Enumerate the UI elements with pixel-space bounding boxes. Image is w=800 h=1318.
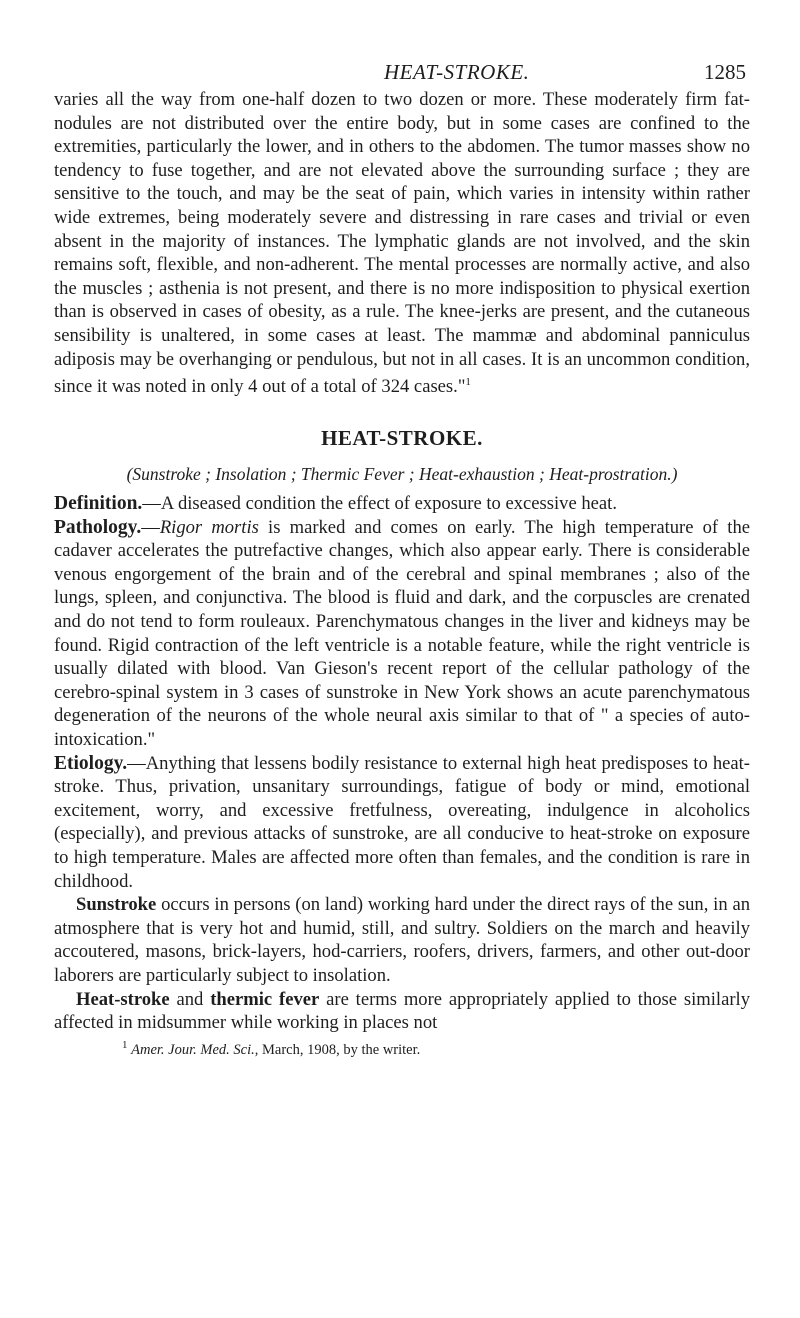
footnote-journal: Amer. Jour. Med. Sci. bbox=[131, 1041, 255, 1058]
continuation-paragraph bbox=[54, 88, 750, 399]
definition-text: —A diseased condition the effect of exposure to excessive heat. bbox=[142, 493, 617, 515]
footnote bbox=[122, 1036, 750, 1059]
section-synonyms: (Sunstroke ; Insolation ; Thermic Fever ; Heat-exhaustion ; Heat-prostration.) bbox=[126, 463, 678, 484]
etiology-text: —Anything that lessens bodily resistance to external high heat predisposes to heat-stroke. Thus, privation, unsanitary surroundings, fatigue of body or mind, emotional excitement, worry, and excessive fretfulness, overeating, indulgence in alcoholics (especially), and previous attacks of sunstroke, are all conducive to heat-stroke on exposure to high temperature. Males are affected more often than females, and the condition is rare in childhood. bbox=[54, 752, 750, 892]
footnote-rest: , March, 1908, by the writer. bbox=[254, 1041, 421, 1058]
heatstroke-text: are terms more appropriately applied to those similarly affected in midsummer while working in places not bbox=[54, 988, 750, 1034]
body-text bbox=[54, 88, 750, 1059]
thermic-fever-term: thermic fever bbox=[210, 988, 320, 1010]
pathology-lead: — bbox=[141, 516, 160, 538]
pathology-paragraph bbox=[54, 516, 750, 752]
heatstroke-term: Heat-stroke bbox=[76, 988, 170, 1010]
pathology-text: is marked and comes on early. The high temperature of the cadaver accelerates the putrefactive changes, which also appear early. There is considerable venous engorgement of the brain and of the cerebral and spinal membranes ; also of the lungs, spleen, and conjunctiva. The blood is fluid and dark, and the corpuscles are crenated and do not tend to form rouleaux. Parenchymatous changes in the liver and kidneys may be found. Rigid contraction of the left ventricle is a notable feature, while the right ventricle is usually dilated with blood. Van Gieson's recent report of the cellular pathology of the cerebro-spinal system in 3 cases of sunstroke in New York shows an acute parenchymatous degeneration of the neurons of the whole neural axis similar to that of " a species of auto-intoxication." bbox=[54, 516, 751, 751]
footnote-marker: 1 bbox=[122, 1038, 128, 1051]
page-number: 1285 bbox=[704, 60, 746, 84]
etiology-paragraph bbox=[54, 752, 750, 894]
footnote-ref: 1 bbox=[465, 376, 471, 389]
etiology-term: Etiology. bbox=[54, 752, 128, 774]
definition-term: Definition. bbox=[54, 493, 143, 515]
pathology-term: Pathology. bbox=[54, 516, 142, 538]
sunstroke-term: Sunstroke bbox=[76, 894, 157, 916]
definition-paragraph bbox=[54, 492, 750, 516]
section-heading: HEAT-STROKE. bbox=[321, 425, 483, 450]
heatstroke-paragraph bbox=[54, 988, 750, 1035]
sunstroke-text: occurs in persons (on land) working hard under the direct rays of the sun, in an atmosphere that is very hot and humid, still, and sultry. Soldiers on the march and heavily accoutered, masons, brick-layers, hod-carriers, roofers, drivers, farmers, and other out-door laborers are particularly subject to insolation. bbox=[54, 894, 750, 986]
running-title: HEAT-STROKE. bbox=[384, 60, 530, 84]
running-head bbox=[54, 48, 750, 84]
sunstroke-paragraph bbox=[54, 893, 750, 987]
heatstroke-mid: and bbox=[169, 988, 211, 1010]
pathology-italic: Rigor mortis bbox=[159, 516, 259, 538]
continuation-text: varies all the way from one-half dozen to two dozen or more. These moderately firm fat-nodules are not distributed over the entire body, but in some cases are confined to the extremities, particularly the lower, and in others to the abdomen. The tumor masses show no tendency to fuse together, and are not elevated above the surrounding surface ; they are sensitive to the touch, and may be the seat of pain, which varies in intensity within rather wide extremes, being moderately severe and distressing in rare cases and trivial or even absent in the majority of instances. The lymphatic glands are not involved, and the skin remains soft, flexible, and non-adherent. The mental processes are normally active, and also the muscles ; asthenia is not present, and there is no more indisposition to physical exertion than is observed in cases of obesity, as a rule. The knee-jerks are present, and the cutaneous sensibility is unaltered, in some cases at least. The mammæ and abdominal panniculus adiposis may be overhanging or pendulous, but not in all cases. It is an uncommon condition, since it was noted in only 4 out of a total of 324 cases." bbox=[54, 89, 750, 398]
